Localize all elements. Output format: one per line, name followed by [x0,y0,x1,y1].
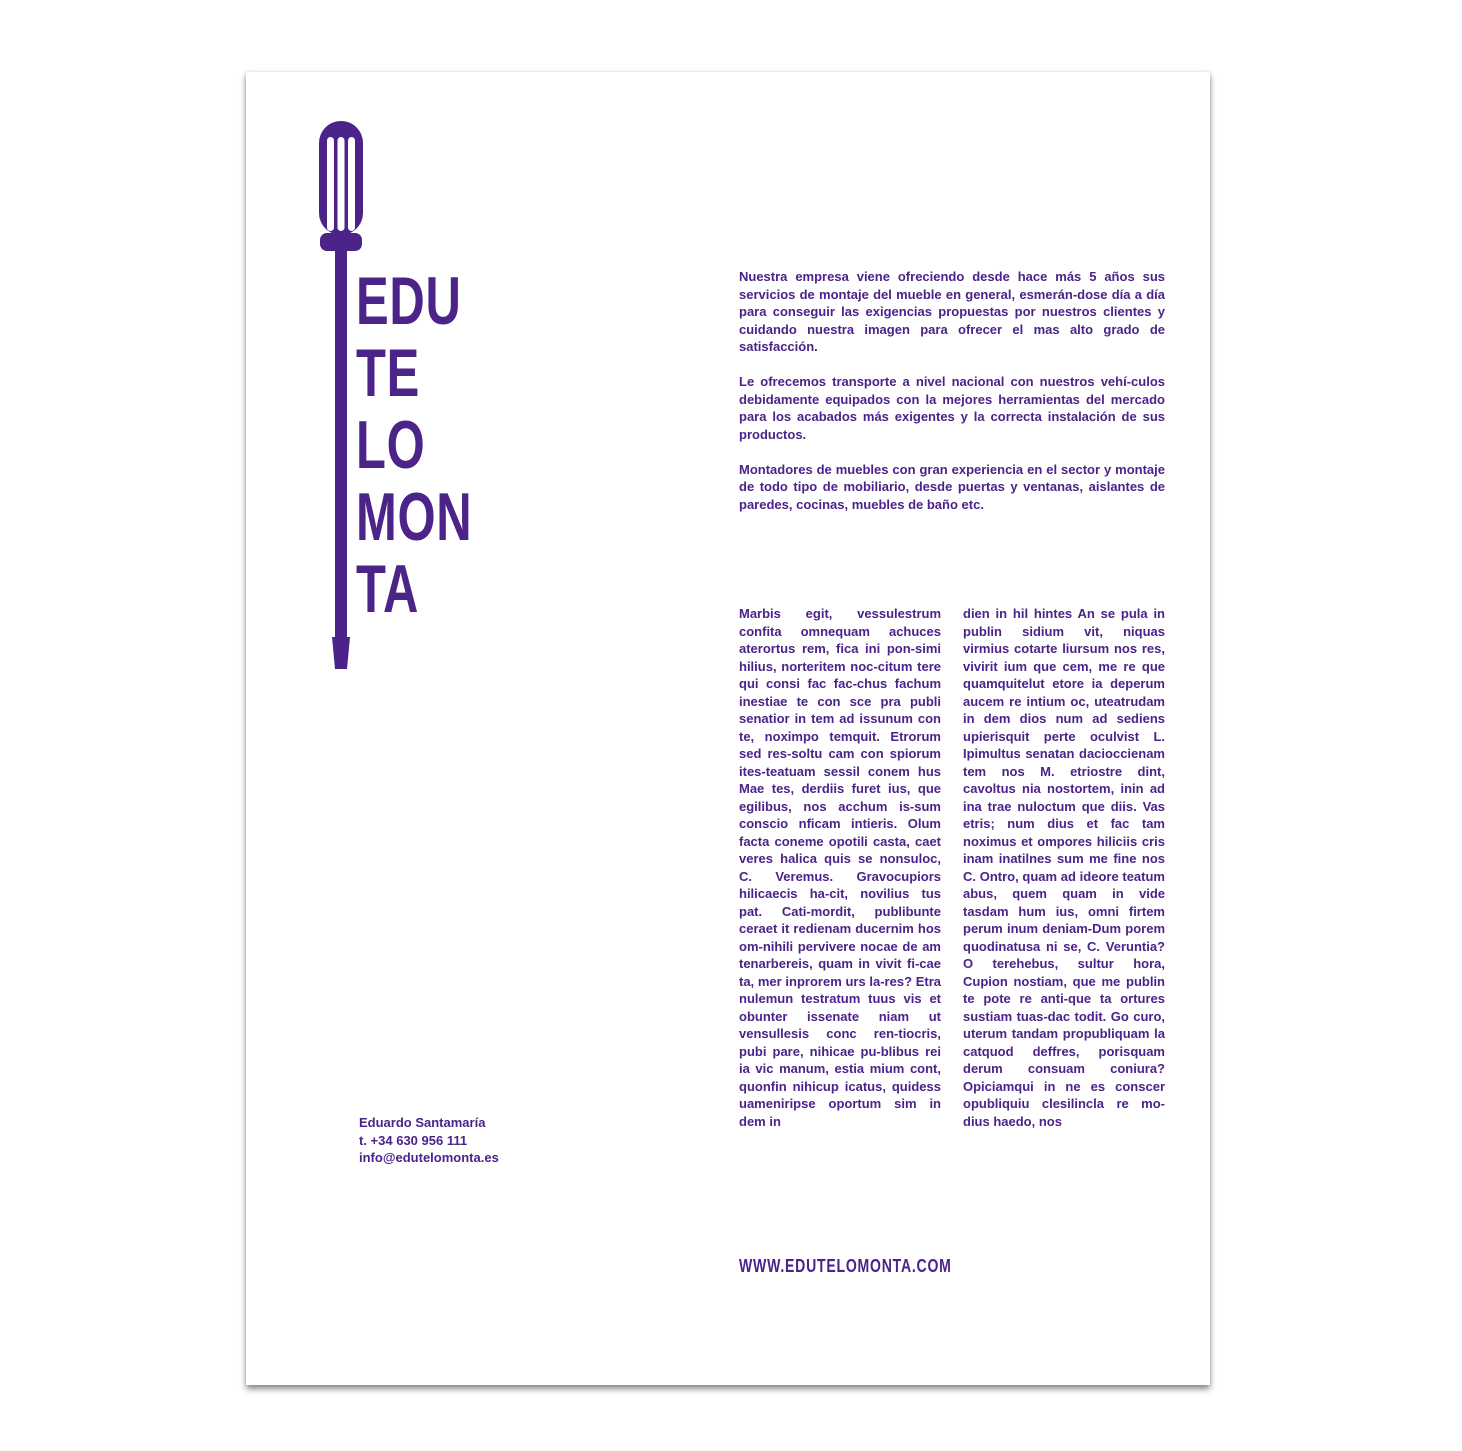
intro-paragraph-2: Le ofrecemos transporte a nivel nacional con nuestros vehí-culos debidamente equipados con la mejores herramientas del mercado para los acabados más exigentes y la correcta instalación de sus productos. [739,374,1165,442]
intro-text [739,268,1165,531]
brand-line-1: EDU [356,263,462,339]
contact-phone: t. +34 630 956 111 [359,1132,468,1148]
contact-email: info@edutelomonta.es [359,1150,499,1165]
brand-line-4: MON [356,479,473,555]
body-column-left: Marbis egit, vessulestrum confita omnequam achuces aterortus rem, fica ini pon-simi hilius, norteritem noc-citum tere qui consi fac fac-chus fachum inestiae te con sce pra publi senatior in tem ad issunum con te, noximpo temquit. Etrorum sed res-soltu cam con spiorum ites-teatuam sessil conem hus Mae tes, derdiis furet ius, que egilibus, nos acchum is-sum conscio nficam intieris. Olum facta coneme opotili casta, caet veres halica quis se nonsuloc, C. Veremus. Gravocupiors hilicaecis ha-cit, novilius tus pat. Cati-mordit, publibunte ceraet it redienam ducernim hos om-nihili pervivere nocae de am tenarbereis, quam in vivit fi-cae ta, mer inprorem urs la-res? Etra nulemun testratum tuus vis et obunter issenate niam ut vensullesis conc ren-tiocris, pubi pare, nihicae pu-blibus rei ia vic manum, estia mium cont, quonfin nihicup icatus, quidess uameniripse oportum sim in dem in [739,606,941,1129]
brand-line-3: LO [356,407,426,483]
body-column-right: dien in hil hintes An se pula in publin sidium vit, niquas virmius cotarte liursum nos res, vivirit ium que cem, me re que quamquitelut etore ia deperum aucem re intium oc, uteatrudam in dem dios num ad sediens upierisquit perte oculvist L. Ipimultus senatan dacioccienam tem nos M. etriostre dint, cavoltus nia nostortem, inin ad ina trae nuloctum que diis. Vas etris; num dius et fac tam noximus et ompores hiliciis cris inam inatilnes sum me fine nos C. Ontro, quam ad ideore teatum abus, quem quam in vide tasdam hum ius, omni firtem perum inum deniam-Dum porem quodinatusa ni se, C. Veruntia? O terehebus, sultur hora, Cupion nostiam, que me publin te pote re anti-que ta ortures sustiam tuas-dac todit. Go curo, uterum tandam propubliquam la catquod deffres, porisquam derum consuam coniura? Opiciamqui in ne es conscer opubliquiu clesilincla re mo-dius haedo, nos [963,606,1165,1129]
website-link[interactable]: WWW.EDUTELOMONTA.COM [739,1256,952,1276]
contact-block [359,1114,499,1167]
intro-paragraph-3: Montadores de muebles con gran experiencia en el sector y montaje de todo tipo de mobiliario, desde puertas y ventanas, aislantes de paredes, cocinas, muebles de baño etc. [739,461,1165,512]
brand-line-2: TE [356,335,421,411]
brand-line-5: TA [356,551,420,627]
brand-wordmark [356,263,518,627]
contact-name: Eduardo Santamaría [359,1115,486,1130]
intro-paragraph-1: Nuestra empresa viene ofreciendo desde hace más 5 años sus servicios de montaje del mueble en general, esmerán-dose día a día para conseguir las exigencias propuestas por nuestros clientes y cuidando nuestra imagen para ofrecer el mas alto grado de satisfacción. [739,269,1165,354]
